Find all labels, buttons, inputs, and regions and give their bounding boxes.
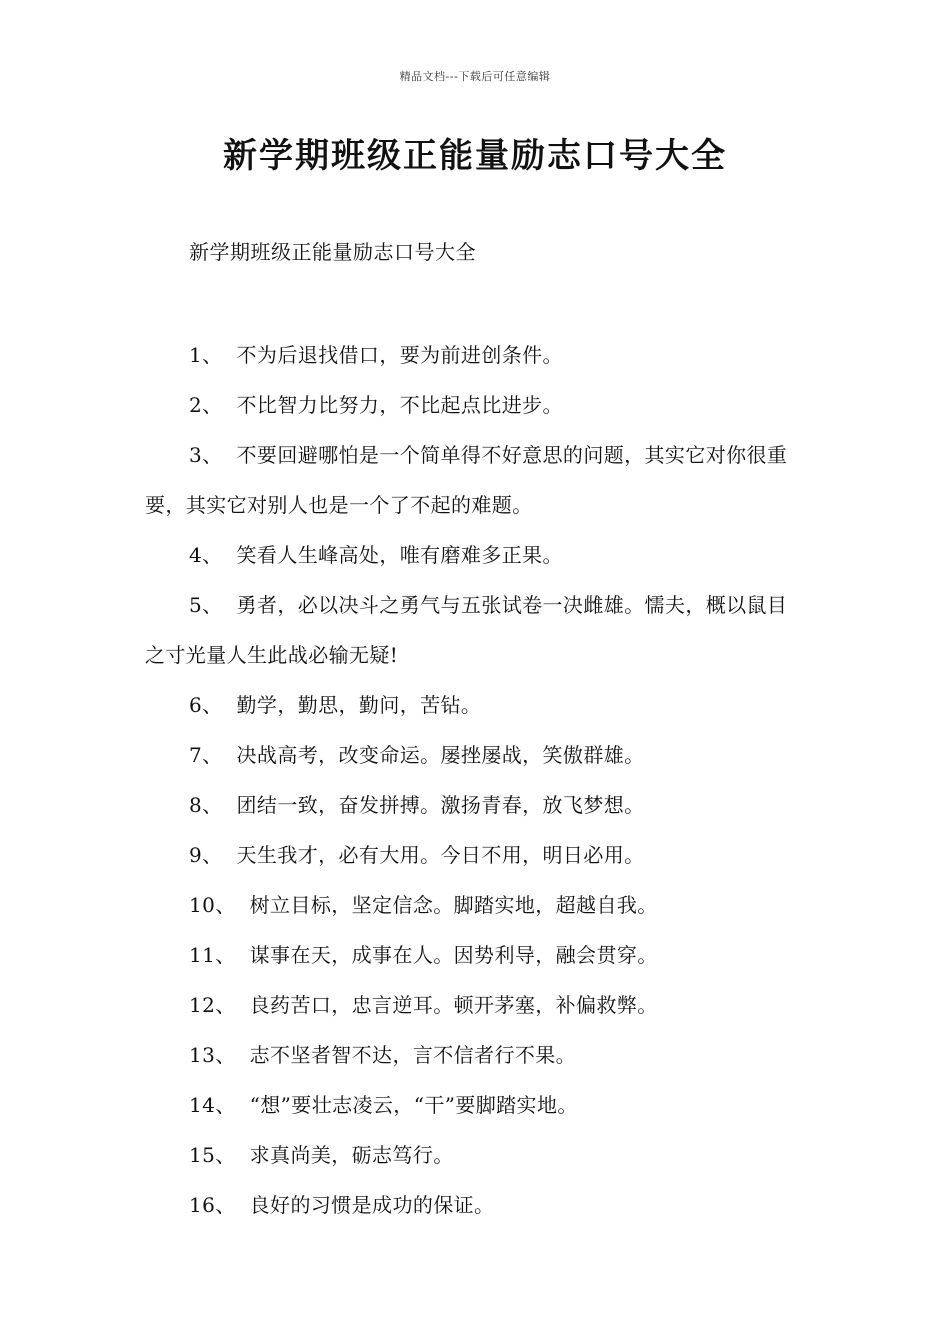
list-item: [145, 1130, 807, 1180]
item-separator: 、: [215, 1193, 236, 1217]
item-text: 树立目标，坚定信念。脚踏实地，超越自我。: [249, 893, 658, 917]
list-item: [145, 930, 807, 980]
item-text: “想”要壮志凌云，“干”要脚踏实地。: [249, 1093, 578, 1117]
item-separator: 、: [202, 543, 223, 567]
list-item: [145, 830, 807, 880]
item-number: 15: [189, 1143, 216, 1167]
slogan-list: [145, 330, 807, 1230]
list-item: [145, 730, 807, 780]
item-separator: 、: [215, 943, 236, 967]
item-separator: 、: [215, 893, 236, 917]
item-text: 决战高考，改变命运。屡挫屡战，笑傲群雄。: [236, 743, 645, 767]
item-text: 志不坚者智不达，言不信者行不果。: [249, 1043, 577, 1067]
item-number: 9: [189, 843, 203, 867]
document-subtitle: 新学期班级正能量励志口号大全: [189, 240, 476, 264]
item-text: 良好的习惯是成功的保证。: [249, 1193, 495, 1217]
list-item: [145, 380, 807, 430]
list-item: [145, 580, 807, 680]
document-title: 新学期班级正能量励志口号大全: [223, 136, 727, 176]
item-separator: 、: [215, 1143, 236, 1167]
item-separator: 、: [215, 993, 236, 1017]
item-number: 2: [189, 393, 203, 417]
item-separator: 、: [202, 743, 223, 767]
item-text: 天生我才，必有大用。今日不用，明日必用。: [236, 843, 645, 867]
item-separator: 、: [202, 593, 223, 617]
item-text: 不比智力比努力，不比起点比进步。: [236, 393, 563, 417]
item-separator: 、: [202, 843, 223, 867]
list-item: [145, 980, 807, 1030]
item-text: 笑看人生峰高处，唯有磨难多正果。: [236, 543, 563, 567]
item-number: 14: [189, 1093, 216, 1117]
header-note: 精品文档---下载后可任意编辑: [399, 70, 551, 83]
item-number: 7: [189, 743, 203, 767]
item-number: 8: [189, 793, 203, 817]
list-item: [145, 530, 807, 580]
item-separator: 、: [202, 393, 223, 417]
item-number: 3: [189, 443, 203, 467]
item-text: 勇者，必以决斗之勇气与五张试卷一决雌雄。懦夫，概以鼠目之寸光量人生此战必输无疑!: [145, 593, 788, 667]
list-item: [145, 1030, 807, 1080]
item-number: 1: [189, 343, 203, 367]
item-number: 5: [189, 593, 203, 617]
item-separator: 、: [202, 793, 223, 817]
item-separator: 、: [202, 343, 223, 367]
item-separator: 、: [215, 1043, 236, 1067]
item-text: 团结一致，奋发拼搏。激扬青春，放飞梦想。: [236, 793, 645, 817]
item-number: 10: [189, 893, 216, 917]
item-text: 求真尚美，砺志笃行。: [249, 1143, 454, 1167]
list-item: [145, 780, 807, 830]
item-number: 4: [189, 543, 203, 567]
item-number: 6: [189, 693, 203, 717]
item-number: 12: [189, 993, 216, 1017]
item-text: 勤学，勤思，勤问，苦钻。: [236, 693, 482, 717]
list-item: [145, 880, 807, 930]
item-separator: 、: [215, 1093, 236, 1117]
list-item: [145, 330, 807, 380]
list-item: [145, 680, 807, 730]
item-number: 13: [189, 1043, 216, 1067]
item-text: 不为后退找借口，要为前进创条件。: [236, 343, 563, 367]
item-text: 不要回避哪怕是一个简单得不好意思的问题，其实它对你很重要，其实它对别人也是一个了不起的难题。: [145, 443, 788, 517]
item-text: 谋事在天，成事在人。因势利导，融会贯穿。: [249, 943, 658, 967]
list-item: [145, 1180, 807, 1230]
item-separator: 、: [202, 443, 223, 467]
item-text: 良药苦口，忠言逆耳。顿开茅塞，补偏救弊。: [249, 993, 658, 1017]
list-item: [145, 430, 807, 530]
list-item: [145, 1080, 807, 1130]
item-separator: 、: [202, 693, 223, 717]
item-number: 16: [189, 1193, 216, 1217]
item-number: 11: [189, 943, 216, 967]
